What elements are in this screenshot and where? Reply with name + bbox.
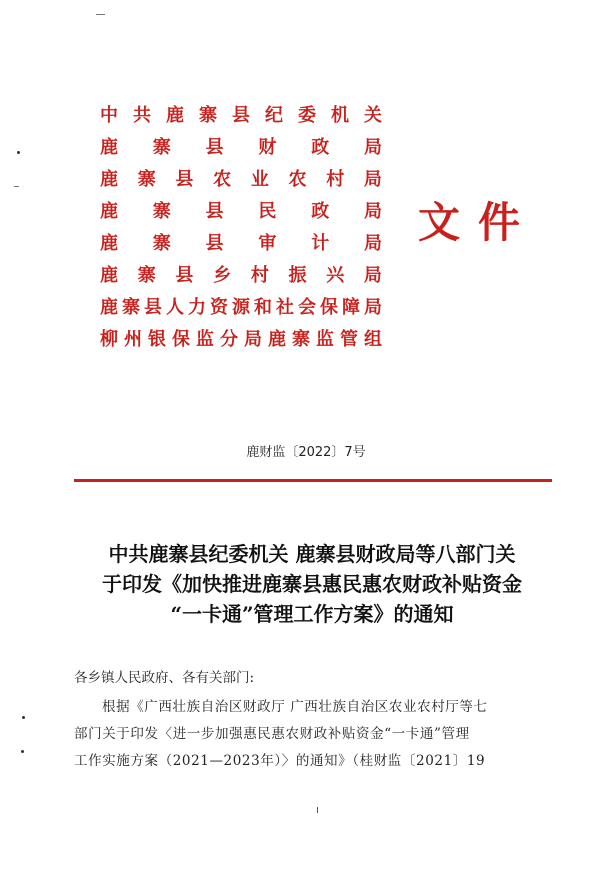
agency-name: 鹿 寨 县 审 计 局: [100, 233, 382, 254]
agency-name: 鹿 寨 县 财 政 局: [100, 137, 382, 158]
agency-name: 柳 州 银 保 监 分 局 鹿 寨 监 管 组: [100, 329, 382, 350]
body-line: 根据《广西壮族自治区财政厅 广西壮族自治区农业农村厅等七: [102, 699, 488, 715]
document-label: 文件: [418, 198, 539, 247]
scan-mark: [22, 716, 25, 719]
body-line: 工作实施方案（2021—2023年）〉的通知》（桂财监〔2021〕19: [74, 753, 486, 769]
agency-name: 鹿 寨 县 民 政 局: [100, 201, 382, 222]
agency-name: 鹿 寨 县 农 业 农 村 局: [100, 169, 382, 190]
salutation: 各乡镇人民政府、各有关部门:: [74, 670, 255, 686]
scan-mark: [317, 807, 318, 813]
agency-name: 鹿 寨 县 乡 村 振 兴 局: [100, 265, 382, 286]
scan-mark: [96, 14, 105, 15]
document-title: [70, 539, 554, 629]
red-separator-line: [74, 479, 552, 482]
scan-mark: [21, 750, 24, 753]
scan-mark: [17, 151, 20, 154]
title-line: 于印发《加快推进鹿寨县惠民惠农财政补贴资金: [102, 572, 522, 596]
body-line: 部门关于印发〈进一步加强惠民惠农财政补贴资金“一卡通”管理: [74, 726, 470, 742]
agency-name: 中 共 鹿 寨 县 纪 委 机 关: [100, 105, 382, 126]
title-line: “一卡通”管理工作方案》的通知: [170, 602, 454, 626]
title-line: 中共鹿寨县纪委机关 鹿寨县财政局等八部门关: [108, 542, 516, 566]
issuing-agency-list: [100, 100, 382, 356]
scan-mark: [14, 186, 19, 187]
agency-name: 鹿 寨 县 人 力 资 源 和 社 会 保 障 局: [100, 297, 382, 318]
body-paragraph: [74, 694, 558, 775]
document-number: 鹿财监〔2022〕7号: [246, 445, 366, 460]
